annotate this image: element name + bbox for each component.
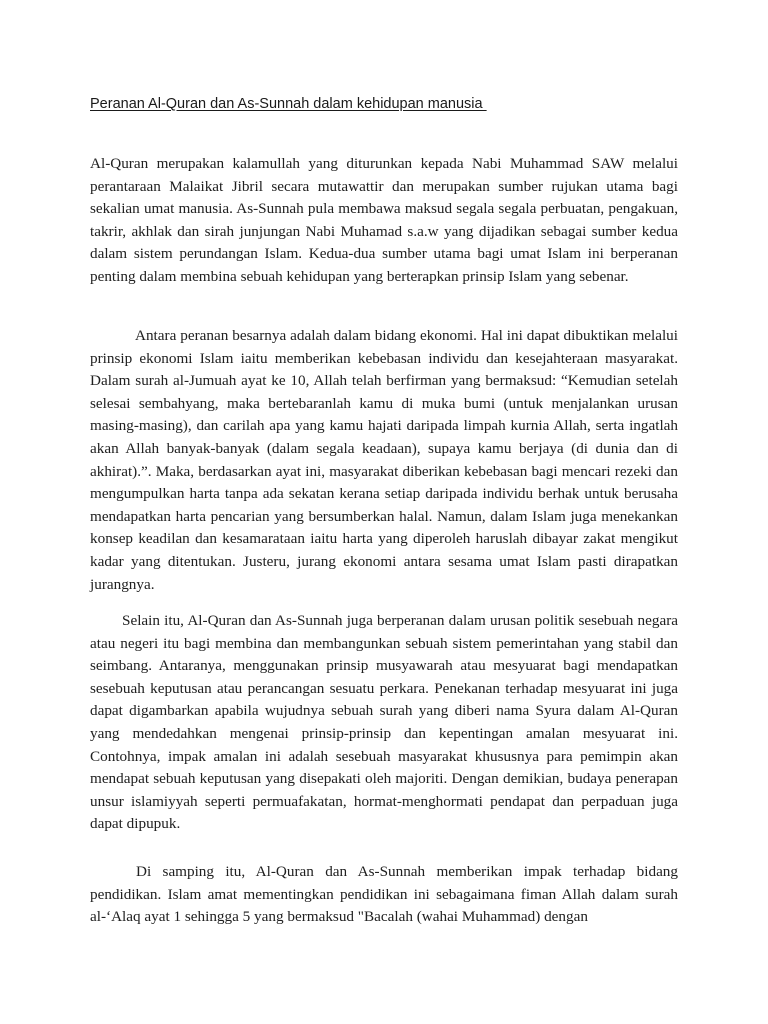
document-title: Peranan Al-Quran dan As-Sunnah dalam kehidupan manusia [90, 96, 487, 112]
paragraph-economy: Antara peranan besarnya adalah dalam bidang ekonomi. Hal ini dapat dibuktikan melalui prinsip ekonomi Islam iaitu memberikan kebebasan individu dan kesejahteraan masyarakat. Dalam surah al-Jumuah ayat ke 10, Allah telah berfirman yang bermaksud: “Kemudian setelah selesai sembahyang, maka bertebaranlah kamu di muka bumi (untuk menjalankan urusan masing-masing), dan carilah apa yang kamu hajati daripada limpah kurnia Allah, serta ingatlah akan Allah banyak-banyak (dalam segala keadaan), supaya kamu berjaya (di dunia dan di akhirat).”. Maka, berdasarkan ayat ini, masyarakat diberikan kebebasan bagi mencari rezeki dan mengumpulkan harta tanpa ada sekatan kerana setiap daripada individu berhak untuk berusaha mendapatkan harta pencarian yang bersumberkan halal. Namun, dalam Islam juga menekankan konsep keadilan dan kesamarataan iaitu harta yang diperoleh haruslah dibayar zakat mengikut kadar yang ditentukan. Justeru, jurang ekonomi antara sesama umat Islam pasti dirapatkan jurangnya. [90, 327, 678, 593]
paragraph-politics: Selain itu, Al-Quran dan As-Sunnah juga berperanan dalam urusan politik sesebuah negara atau negeri itu bagi membina dan membangunkan sebuah sistem pemerintahan yang stabil dan seimbang. Antaranya, menggunakan prinsip musyawarah atau mesyuarat bagi mendapatkan sesebuah keputusan atau perancangan sesuatu perkara. Penekanan terhadap mesyuarat ini juga dapat digambarkan apabila wujudnya sebuah surah yang diberi nama Syura dalam Al-Quran yang mendedahkan mengenai prinsip-prinsip dan kepentingan amalan mesyuarat ini. Contohnya, impak amalan ini adalah sesebuah masyarakat khususnya para pemimpin akan mendapat sebuah keputusan yang disepakati oleh majoriti. Dengan demikian, budaya penerapan unsur islamiyyah seperti permuafakatan, hormat-menghormati pendapat dan perpaduan juga dapat dipupuk. [90, 612, 678, 833]
paragraph-introduction: Al-Quran merupakan kalamullah yang diturunkan kepada Nabi Muhammad SAW melalui perantaraan Malaikat Jibril secara mutawattir dan merupakan sumber rujukan utama bagi sekalian umat manusia. As-Sunnah pula membawa maksud segala segala perbuatan, pengakuan, takrir, akhlak dan sirah junjungan Nabi Muhamad s.a.w yang dijadikan sebagai sumber kedua dalam sistem perundangan Islam. Kedua-dua sumber utama bagi umat Islam ini berperanan penting dalam membina sebuah kehidupan yang berterapkan prinsip Islam yang sebenar. [90, 155, 678, 285]
paragraph-education: Di samping itu, Al-Quran dan As-Sunnah memberikan impak terhadap bidang pendidikan. Islam amat mementingkan pendidikan ini sebagaimana fiman Allah dalam surah al-‘Alaq ayat 1 sehingga 5 yang bermaksud "Bacalah (wahai Muhammad) dengan [90, 863, 678, 926]
